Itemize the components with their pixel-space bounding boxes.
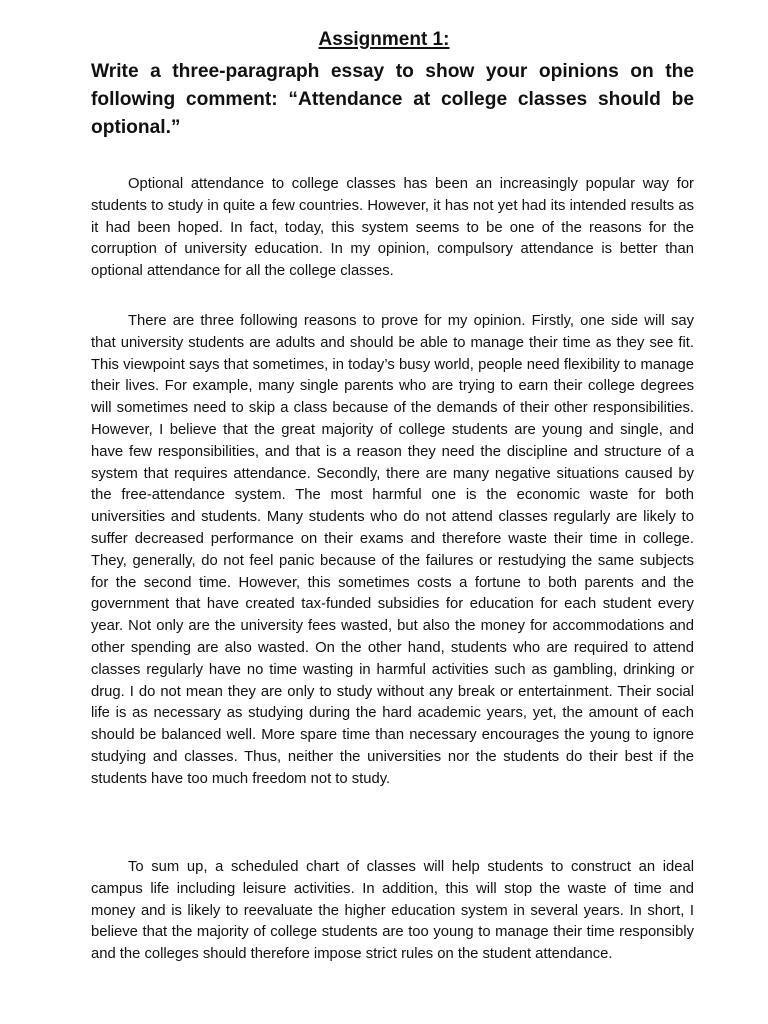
essay-paragraph-intro: Optional attendance to college classes has been an increasingly popular way for students to study in quite a few countries. However, it has not yet had its intended results as it had been hoped. In fact, today, this system seems to be one of the reasons for the corruption of university education. In my opinion, compulsory attendance is better than optional attendance for all the college classes. bbox=[91, 176, 694, 280]
essay-paragraph-conclusion: To sum up, a scheduled chart of classes will help students to construct an ideal campus life including leisure activities. In addition, this will stop the waste of time and money and is likely to reevaluate the higher education system in several years. In short, I believe that the majority of college students are too young to manage their time responsibly and the colleges should therefore impose strict rules on the student attendance. bbox=[91, 859, 694, 963]
essay-paragraph-body: There are three following reasons to prove for my opinion. Firstly, one side will say that university students are adults and should be able to manage their time as they see fit. This viewpoint says that sometimes, in today’s busy world, people need flexibility to manage their lives. For example, many single parents who are trying to earn their college degrees will sometimes need to skip a class because of the demands of their other responsibilities. However, I believe that the great majority of college students are young and single, and have few responsibilities, and that is a reason they need the discipline and structure of a system that requires attendance. Secondly, there are many negative situations caused by the free-attendance system. The most harmful one is the economic waste for both universities and students. Many students who do not attend classes regularly are likely to suffer decreased performance on their exams and therefore waste their time in college. They, generally, do not feel panic because of the failures or restudying the same subjects for the second time. However, this sometimes costs a fortune to both parents and the government that have created tax-funded subsidies for education for each student every year. Not only are the university fees wasted, but also the money for accommodations and other spending are also wasted. On the other hand, students who are required to attend classes regularly have no time wasting in harmful activities such as gambling, drinking or drug. I do not mean they are only to study without any break or entertainment. Their social life is as necessary as studying during the hard academic years, yet, the amount of each should be balanced well. More spare time than necessary encourages the young to ignore studying and classes. Thus, neither the universities nor the students do their best if the students have too much freedom not to study. bbox=[91, 313, 694, 787]
essay-prompt: Write a three-paragraph essay to show your opinions on the following comment: “Attendance at college classes should be optional.” bbox=[91, 61, 694, 138]
assignment-heading: Assignment 1: bbox=[318, 29, 450, 50]
